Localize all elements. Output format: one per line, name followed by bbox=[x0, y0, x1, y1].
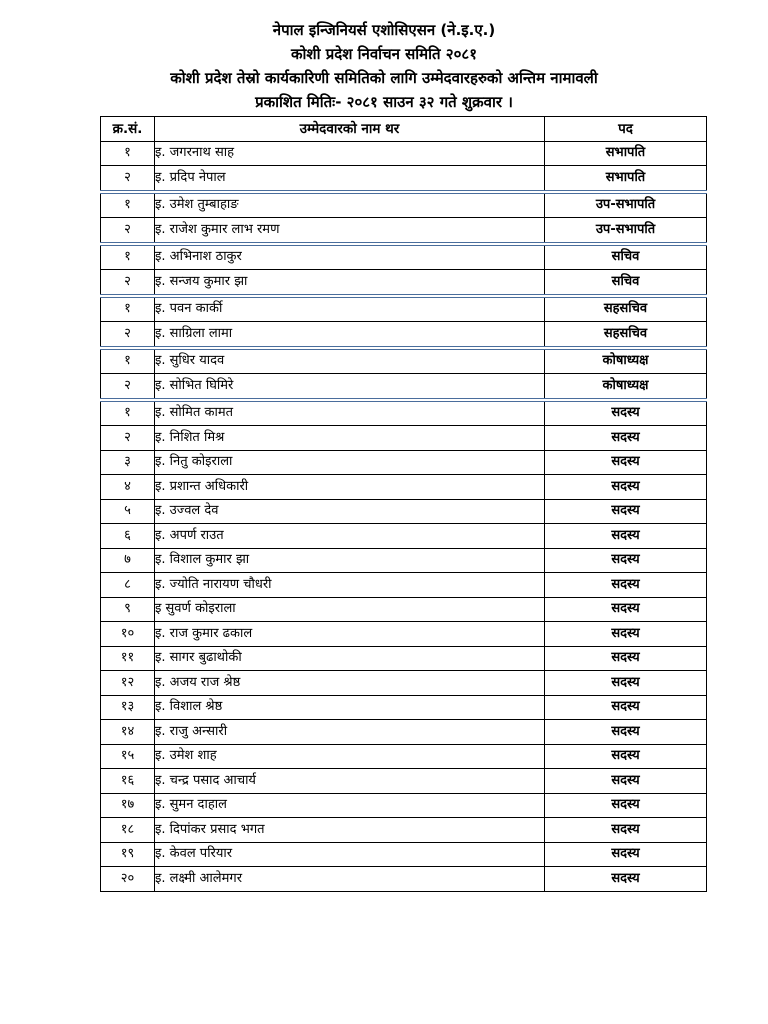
post-cell: सचिव bbox=[545, 270, 707, 296]
serial-number-cell: १ bbox=[101, 400, 155, 426]
serial-number-cell: २ bbox=[101, 322, 155, 348]
candidate-name-cell: इ. विशाल श्रेष्ठ bbox=[155, 695, 545, 720]
serial-number-cell: १ bbox=[101, 244, 155, 270]
document-title: कोशी प्रदेश तेस्रो कार्यकारिणी समितिको लागि उम्मेदवारहरुको अन्तिम नामावली bbox=[170, 69, 598, 87]
table-row bbox=[101, 769, 707, 794]
table-row bbox=[101, 475, 707, 500]
candidate-name-cell: इ सुवर्ण कोइराला bbox=[155, 597, 545, 622]
serial-number-cell: ९ bbox=[101, 597, 155, 622]
candidate-name-cell: इ. अजय राज श्रेष्ठ bbox=[155, 671, 545, 696]
post-cell: सचिव bbox=[545, 244, 707, 270]
serial-number-cell: ७ bbox=[101, 548, 155, 573]
committee-name: कोशी प्रदेश निर्वाचन समिति २०८१ bbox=[291, 45, 477, 63]
post-cell: सदस्य bbox=[545, 548, 707, 573]
post-cell: सभापति bbox=[545, 141, 707, 166]
serial-number-cell: १० bbox=[101, 622, 155, 647]
post-cell: सदस्य bbox=[545, 744, 707, 769]
table-row bbox=[101, 426, 707, 451]
candidate-name-cell: इ. नितु कोइराला bbox=[155, 450, 545, 475]
table-row bbox=[101, 322, 707, 348]
serial-number-cell: १ bbox=[101, 141, 155, 166]
post-cell: सदस्य bbox=[545, 450, 707, 475]
table-row bbox=[101, 192, 707, 218]
candidate-name-cell: इ. प्रशान्त अधिकारी bbox=[155, 475, 545, 500]
candidate-name-cell: इ. दिपांकर प्रसाद भगत bbox=[155, 818, 545, 843]
table-row bbox=[101, 573, 707, 598]
table-row bbox=[101, 166, 707, 192]
table-row bbox=[101, 450, 707, 475]
table-row bbox=[101, 646, 707, 671]
table-row bbox=[101, 218, 707, 244]
post-cell: सदस्य bbox=[545, 793, 707, 818]
candidate-name-cell: इ. सुधिर यादव bbox=[155, 348, 545, 374]
published-date: प्रकाशित मितिः- २०८१ साउन ३२ गते शुक्रवार । bbox=[255, 93, 513, 111]
candidate-name-cell: इ. उमेश तुम्बाहाङ bbox=[155, 192, 545, 218]
table-row bbox=[101, 374, 707, 400]
post-cell: सदस्य bbox=[545, 671, 707, 696]
candidate-name-cell: इ. सुमन दाहाल bbox=[155, 793, 545, 818]
candidate-name-header: उम्मेदवारको नाम थर bbox=[155, 117, 545, 142]
serial-number-cell: १६ bbox=[101, 769, 155, 794]
serial-number-cell: १ bbox=[101, 192, 155, 218]
serial-number-cell: १४ bbox=[101, 720, 155, 745]
table-row bbox=[101, 524, 707, 549]
candidate-name-cell: इ. ज्योति नारायण चौधरी bbox=[155, 573, 545, 598]
table-row bbox=[101, 695, 707, 720]
table-row bbox=[101, 793, 707, 818]
candidate-name-cell: इ. जगरनाथ साह bbox=[155, 141, 545, 166]
table-row bbox=[101, 348, 707, 374]
serial-number-cell: १९ bbox=[101, 842, 155, 867]
serial-number-cell: १ bbox=[101, 296, 155, 322]
post-cell: सदस्य bbox=[545, 695, 707, 720]
post-cell: सदस्य bbox=[545, 400, 707, 426]
candidate-name-cell: इ. राजेश कुमार लाभ रमण bbox=[155, 218, 545, 244]
serial-number-cell: १२ bbox=[101, 671, 155, 696]
serial-number-cell: १३ bbox=[101, 695, 155, 720]
table-row bbox=[101, 744, 707, 769]
post-cell: सभापति bbox=[545, 166, 707, 192]
post-cell: सहसचिव bbox=[545, 322, 707, 348]
post-cell: सदस्य bbox=[545, 720, 707, 745]
post-cell: सदस्य bbox=[545, 769, 707, 794]
serial-number-cell: २ bbox=[101, 374, 155, 400]
candidate-name-cell: इ. उमेश शाह bbox=[155, 744, 545, 769]
table-row bbox=[101, 296, 707, 322]
candidate-name-cell: इ. सोमित कामत bbox=[155, 400, 545, 426]
post-header: पद bbox=[545, 117, 707, 142]
candidate-name-cell: इ. साग्रिला लामा bbox=[155, 322, 545, 348]
post-cell: सदस्य bbox=[545, 573, 707, 598]
post-cell: उप-सभापति bbox=[545, 192, 707, 218]
table-row bbox=[101, 818, 707, 843]
table-row bbox=[101, 141, 707, 166]
post-cell: सदस्य bbox=[545, 475, 707, 500]
candidate-name-cell: इ. अभिनाश ठाकुर bbox=[155, 244, 545, 270]
candidate-name-cell: इ. उज्वल देव bbox=[155, 499, 545, 524]
serial-number-cell: १५ bbox=[101, 744, 155, 769]
candidate-name-cell: इ. चन्द्र पसाद आचार्य bbox=[155, 769, 545, 794]
post-cell: सदस्य bbox=[545, 842, 707, 867]
serial-number-cell: ४ bbox=[101, 475, 155, 500]
table-row bbox=[101, 720, 707, 745]
serial-number-cell: २ bbox=[101, 270, 155, 296]
candidate-name-cell: इ. निशित मिश्र bbox=[155, 426, 545, 451]
candidate-name-cell: इ. अपर्ण राउत bbox=[155, 524, 545, 549]
table-row bbox=[101, 400, 707, 426]
serial-number-cell: ८ bbox=[101, 573, 155, 598]
candidate-name-cell: इ. पवन कार्की bbox=[155, 296, 545, 322]
post-cell: सदस्य bbox=[545, 818, 707, 843]
table-row bbox=[101, 597, 707, 622]
candidate-name-cell: इ. लक्ष्मी आलेमगर bbox=[155, 867, 545, 892]
candidate-name-cell: इ. केवल परियार bbox=[155, 842, 545, 867]
serial-number-cell: १७ bbox=[101, 793, 155, 818]
post-cell: सदस्य bbox=[545, 426, 707, 451]
post-cell: सदस्य bbox=[545, 524, 707, 549]
serial-number-cell: १८ bbox=[101, 818, 155, 843]
serial-number-cell: ६ bbox=[101, 524, 155, 549]
post-cell: कोषाध्यक्ष bbox=[545, 374, 707, 400]
post-cell: सदस्य bbox=[545, 597, 707, 622]
candidate-name-cell: इ. विशाल कुमार झा bbox=[155, 548, 545, 573]
table-row bbox=[101, 548, 707, 573]
post-cell: उप-सभापति bbox=[545, 218, 707, 244]
candidate-name-cell: इ. सागर बुढाथोकी bbox=[155, 646, 545, 671]
candidate-table bbox=[100, 116, 707, 892]
post-cell: सदस्य bbox=[545, 622, 707, 647]
table-row bbox=[101, 842, 707, 867]
post-cell: सहसचिव bbox=[545, 296, 707, 322]
serial-number-cell: २ bbox=[101, 426, 155, 451]
table-row bbox=[101, 671, 707, 696]
serial-number-cell: ५ bbox=[101, 499, 155, 524]
table-row bbox=[101, 270, 707, 296]
candidate-name-cell: इ. सन्जय कुमार झा bbox=[155, 270, 545, 296]
table-row bbox=[101, 244, 707, 270]
serial-number-cell: १ bbox=[101, 348, 155, 374]
serial-number-cell: २ bbox=[101, 166, 155, 192]
candidate-name-cell: इ. राज कुमार ढकाल bbox=[155, 622, 545, 647]
serial-number-cell: २० bbox=[101, 867, 155, 892]
serial-number-cell: ३ bbox=[101, 450, 155, 475]
post-cell: कोषाध्यक्ष bbox=[545, 348, 707, 374]
table-row bbox=[101, 622, 707, 647]
document-header bbox=[0, 18, 768, 114]
serial-number-header: क्र.सं. bbox=[101, 117, 155, 142]
candidate-name-cell: इ. प्रदिप नेपाल bbox=[155, 166, 545, 192]
table-row bbox=[101, 499, 707, 524]
serial-number-cell: ११ bbox=[101, 646, 155, 671]
candidate-name-cell: इ. सोभित घिमिरे bbox=[155, 374, 545, 400]
post-cell: सदस्य bbox=[545, 499, 707, 524]
post-cell: सदस्य bbox=[545, 646, 707, 671]
post-cell: सदस्य bbox=[545, 867, 707, 892]
serial-number-cell: २ bbox=[101, 218, 155, 244]
table-row bbox=[101, 867, 707, 892]
candidate-name-cell: इ. राजु अन्सारी bbox=[155, 720, 545, 745]
organization-name: नेपाल इन्जिनियर्स एशोसिएसन (ने.इ.ए.) bbox=[272, 21, 496, 39]
table-header-row bbox=[101, 117, 707, 142]
